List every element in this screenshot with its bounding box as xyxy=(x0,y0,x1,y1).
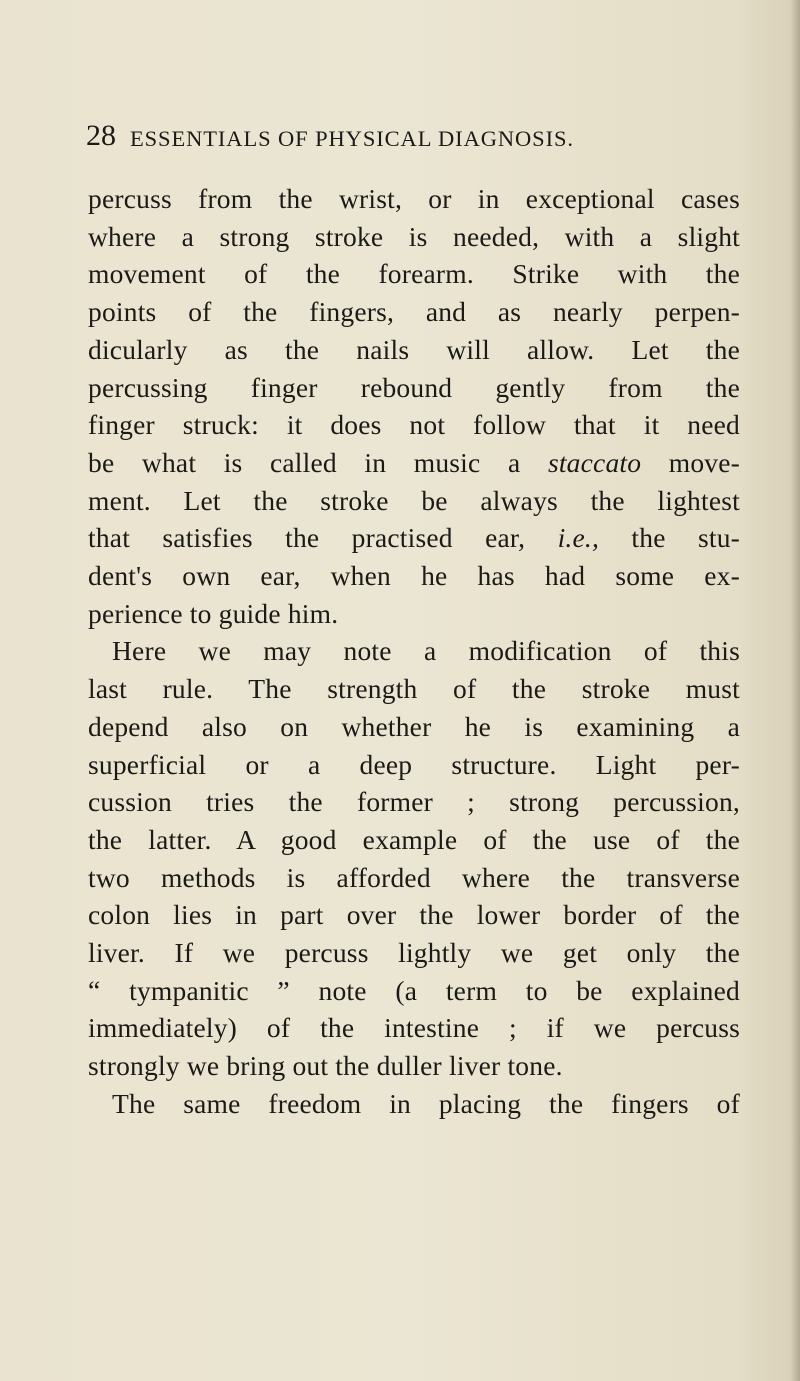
text-line: ment. Let the stroke be always the lightest xyxy=(88,484,740,516)
italic-abbreviation-ie: i.e., xyxy=(557,522,600,554)
page-edge-shadow xyxy=(790,0,800,1381)
text-line: cussion tries the former ; strong percussion, xyxy=(88,786,740,818)
text-line: dent's own ear, when he has had some ex- xyxy=(88,560,740,591)
text-line: points of the fingers, and as nearly perpen- xyxy=(88,296,740,328)
paragraph-first-line: Here we may note a modification of this xyxy=(112,635,740,667)
text-line: depend also on whether he is examining a xyxy=(88,710,740,742)
text-line: “ tympanitic ” note (a term to be explained xyxy=(88,974,740,1006)
italic-term-staccato: staccato xyxy=(547,446,642,478)
text-line: the latter. A good example of the use of the xyxy=(88,823,740,855)
page-number: 28 xyxy=(86,119,116,152)
text-line: percuss from the wrist, or in exceptional cases xyxy=(88,183,740,214)
text-line: be what is called in music a staccato move- xyxy=(88,446,741,478)
text-line: strongly we bring out the duller liver tone. xyxy=(88,1050,563,1082)
text-line: liver. If we percuss lightly we get only the xyxy=(88,937,740,968)
text-line: finger struck: it does not follow that it need xyxy=(88,409,740,441)
text-line: where a strong stroke is needed, with a slight xyxy=(88,220,740,252)
text-line: last rule. The strength of the stroke must xyxy=(88,673,740,705)
text-line: perience to guide him. xyxy=(88,597,339,629)
text-line: dicularly as the nails will allow. Let the xyxy=(88,333,740,365)
text-line: that satisfies the practised ear, i.e., the stu- xyxy=(88,522,741,554)
text-line: percussing finger rebound gently from the xyxy=(88,371,740,403)
text-line: two methods is afforded where the transverse xyxy=(88,861,740,893)
text-line: movement of the forearm. Strike with the xyxy=(88,258,740,290)
running-head xyxy=(86,118,726,158)
text-line: immediately) of the intestine ; if we percuss xyxy=(88,1012,740,1044)
running-title: ESSENTIALS OF PHYSICAL DIAGNOSIS. xyxy=(130,126,574,151)
paragraph-first-line: The same freedom in placing the fingers of xyxy=(112,1087,740,1119)
text-line: colon lies in part over the lower border of the xyxy=(88,899,740,931)
text-line: superficial or a deep structure. Light per- xyxy=(88,748,740,780)
